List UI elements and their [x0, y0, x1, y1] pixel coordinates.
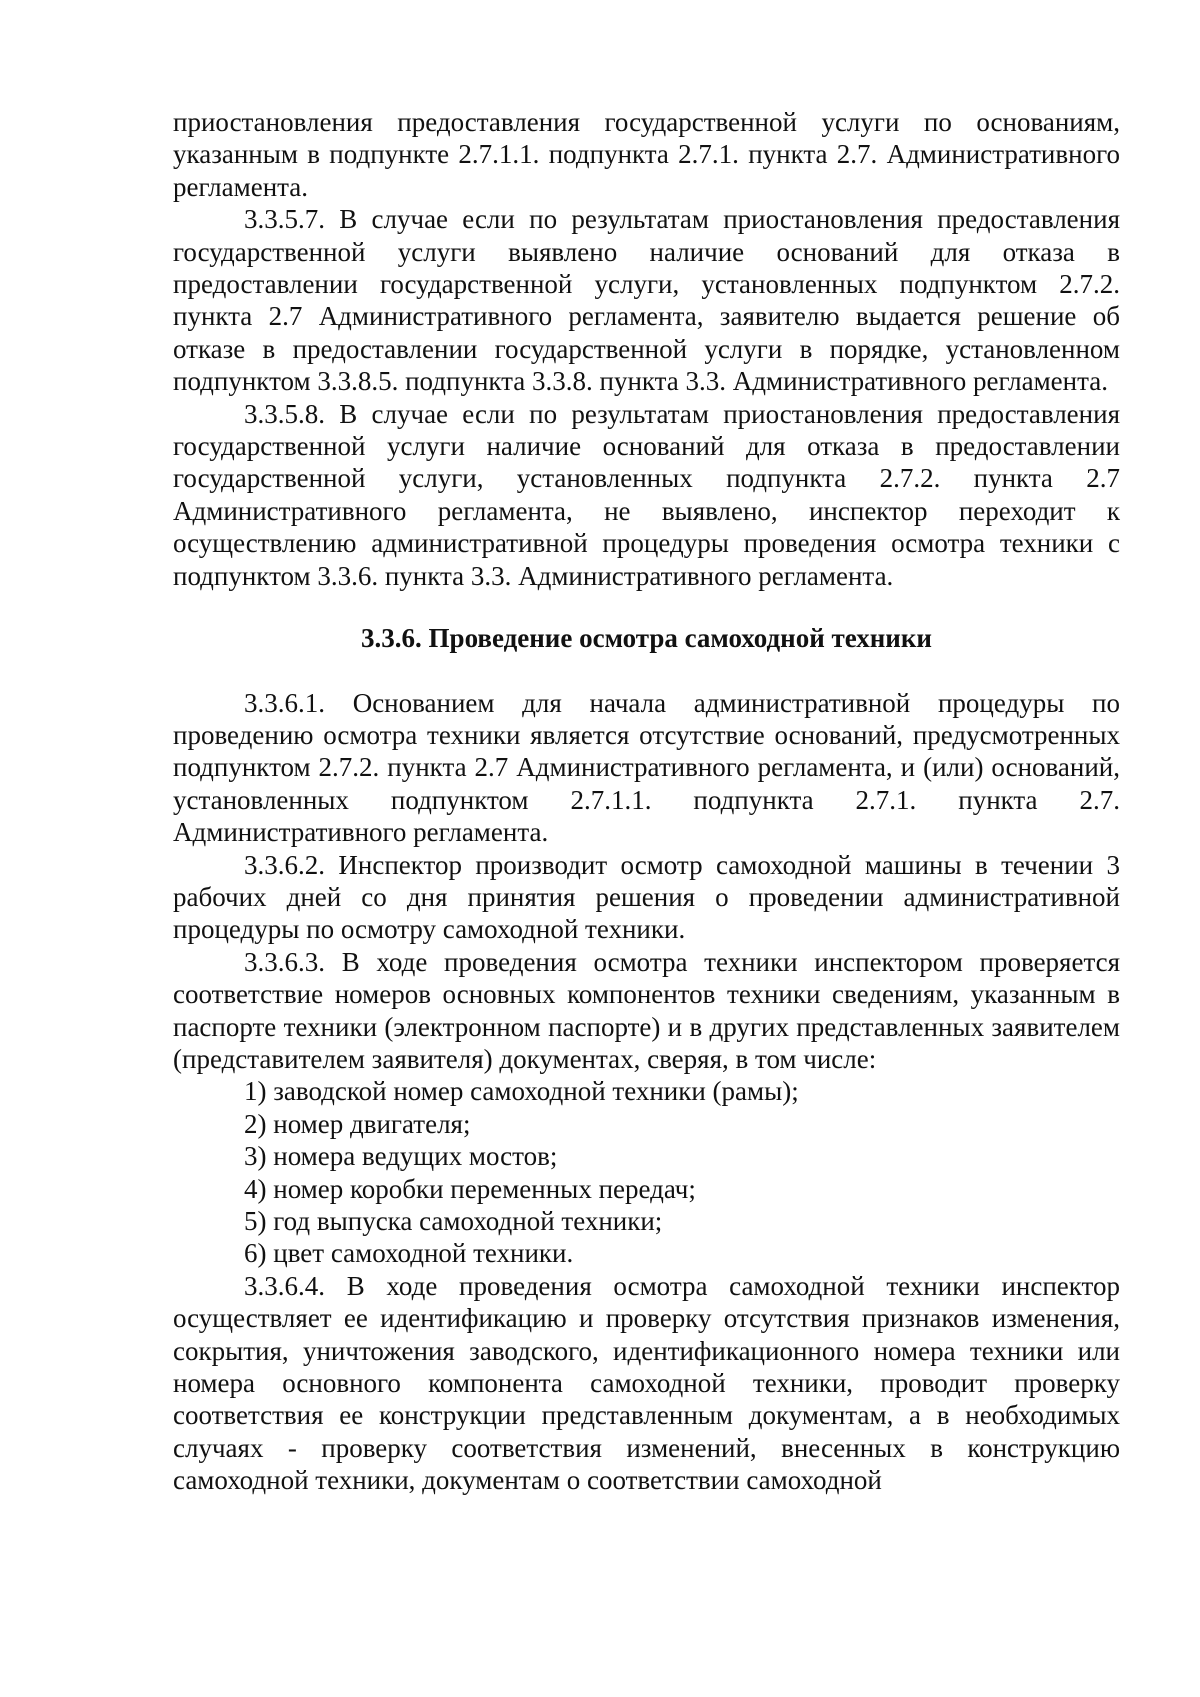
paragraph-3-3-5-7: 3.3.5.7. В случае если по результатам приостановления предоставления государственной услуги выявлено наличие оснований для отказа в предоставлении государственной услуги, установленных подпунктом 2.7.2. пункта 2.7 Административного регламента, заявителю выдается решение об отказе в предоставлении государственной услуги в порядке, установленном подпунктом 3.3.8.5. подпункта 3.3.8. пункта 3.3. Административного регламента.	[173, 204, 1120, 397]
list-item: 3) номера ведущих мостов;	[244, 1141, 558, 1172]
document-page	[173, 106, 1120, 1497]
list-item: 6) цвет самоходной техники.	[244, 1238, 574, 1269]
paragraph-3-3-5-8: 3.3.5.8. В случае если по результатам приостановления предоставления государственной услуги наличие оснований для отказа в предоставлении государственной услуги, установленных подпункта 2.7.2. пункта 2.7 Административного регламента, не выявлено, инспектор переходит к осуществлению административной процедуры проведения осмотра техники с подпунктом 3.3.6. пункта 3.3. Административного регламента.	[173, 398, 1120, 591]
list-item: 4) номер коробки переменных передач;	[244, 1173, 696, 1204]
list-item: 2) номер двигателя;	[244, 1108, 471, 1139]
paragraph-3-3-6-2: 3.3.6.2. Инспектор производит осмотр самоходной машины в течении 3 рабочих дней со дня принятия решения о проведении административной процедуры по осмотру самоходной техники.	[173, 849, 1120, 945]
paragraph-continuation: приостановления предоставления государственной услуги по основаниям, указанным в подпункте 2.7.1.1. подпункта 2.7.1. пункта 2.7. Административного регламента.	[173, 107, 1120, 202]
paragraph-3-3-6-3: 3.3.6.3. В ходе проведения осмотра техники инспектором проверяется соответствие номеров основных компонентов техники сведениям, указанным в паспорте техники (электронном паспорте) и в других представленных заявителем (представителем заявителя) документах, сверяя, в том числе:	[173, 946, 1120, 1074]
check-list	[173, 1075, 1120, 1269]
paragraph-3-3-6-4: 3.3.6.4. В ходе проведения осмотра самоходной техники инспектор осуществляет ее идентификацию и проверку отсутствия признаков изменения, сокрытия, уничтожения заводского, идентификационного номера техники или номера основного компонента самоходной техники, проводит проверку соответствия ее конструкции представленным документам, а в необходимых случаях - проверку соответствия изменений, внесенных в конструкцию самоходной техники, документам о соответствии самоходной	[173, 1270, 1120, 1496]
list-item: 5) год выпуска самоходной техники;	[244, 1206, 663, 1236]
list-item: 1) заводской номер самоходной техники (рамы);	[244, 1076, 799, 1107]
paragraph-3-3-6-1: 3.3.6.1. Основанием для начала административной процедуры по проведению осмотра техники является отсутствие оснований, предусмотренных подпунктом 2.7.2. пункта 2.7 Административного регламента, и (или) оснований, установленных подпунктом 2.7.1.1. подпункта 2.7.1. пункта 2.7. Административного регламента.	[173, 687, 1120, 848]
section-heading: 3.3.6. Проведение осмотра самоходной техники	[361, 623, 932, 654]
